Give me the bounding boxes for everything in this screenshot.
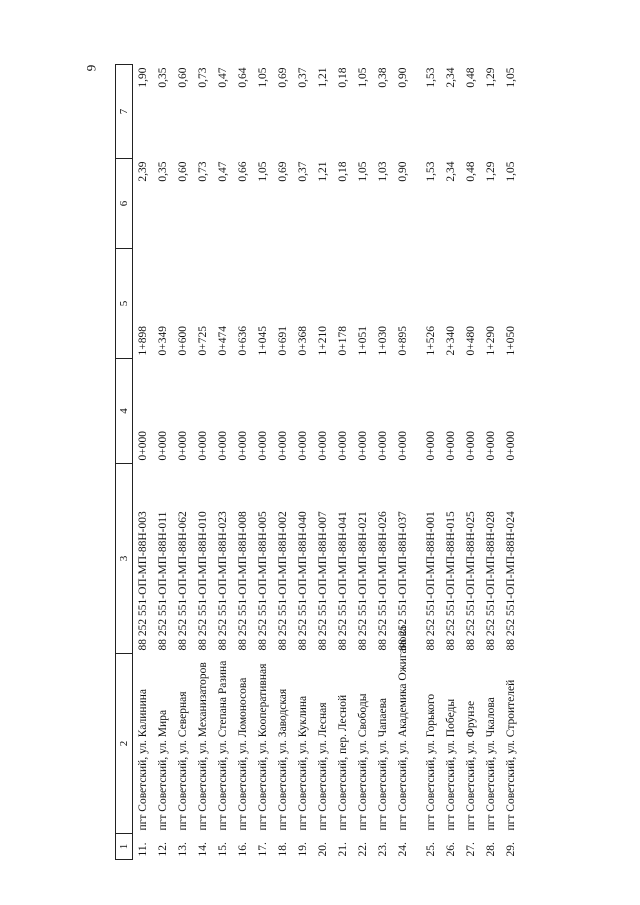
table-header-row [116,65,133,860]
length-value-2: 1,05 [505,67,517,88]
street-name: пгт Советский, ул. Мира [157,709,169,831]
row-number: 14. [197,842,209,857]
row-number: 17. [257,842,269,857]
street-name: пгт Советский, пер. Лесной [337,694,349,831]
end-km: 0+600 [177,326,189,356]
table-row [193,65,213,860]
start-km: 0+000 [317,431,329,461]
table-row [173,65,193,860]
length-value-2: 1,05 [257,67,269,88]
table-row [393,65,413,860]
header-col-3: 3 [116,464,133,654]
length-value: 0,47 [217,161,229,182]
length-value: 2,39 [137,161,149,182]
start-km: 0+000 [157,431,169,461]
length-value-2: 2,34 [445,67,457,88]
road-id: 88 252 551-ОП-МП-88Н-015 [445,511,457,651]
row-number: 26. [445,842,457,857]
length-value: 0,48 [465,161,477,182]
road-id: 88 252 551-ОП-МП-88Н-026 [377,511,389,651]
start-km: 0+000 [505,431,517,461]
street-name: пгт Советский, ул. Куклина [297,695,309,831]
table-row [233,65,253,860]
end-km: 0+368 [297,326,309,356]
table-row [481,65,501,860]
end-km: 1+290 [485,326,497,356]
table-row [333,65,353,860]
length-value: 0,73 [197,161,209,182]
table-row [461,65,481,860]
length-value-2: 0,48 [465,67,477,88]
length-value-2: 0,73 [197,67,209,88]
length-value: 1,53 [425,161,437,182]
table-row [213,65,233,860]
start-km: 0+000 [277,431,289,461]
end-km: 1+051 [357,326,369,356]
table-row [373,65,393,860]
length-value: 1,29 [485,161,497,182]
street-name: пгт Советский, ул. Ломоносова [237,677,249,831]
start-km: 0+000 [237,431,249,461]
length-value-2: 0,60 [177,67,189,88]
header-col-7: 7 [116,65,133,159]
street-name: пгт Советский, ул. Горького [425,693,437,831]
end-km: 1+045 [257,326,269,356]
length-value-2: 1,29 [485,67,497,88]
table-row [353,65,373,860]
page-number: 9 [83,64,99,72]
header-col-4: 4 [116,359,133,464]
road-id: 88 252 551-ОП-МП-88Н-023 [217,511,229,651]
road-id: 88 252 551-ОП-МП-88Н-007 [317,511,329,651]
length-value: 0,66 [237,161,249,182]
start-km: 0+000 [425,431,437,461]
length-value: 0,90 [397,161,409,182]
row-number: 20. [317,842,329,857]
length-value-2: 0,35 [157,67,169,88]
end-km: 2+340 [445,326,457,356]
header-col-1: 1 [116,834,133,860]
table-row [441,65,461,860]
start-km: 0+000 [377,431,389,461]
row-number: 19. [297,842,309,857]
start-km: 0+000 [217,431,229,461]
road-id: 88 252 551-ОП-МП-88Н-008 [237,511,249,651]
end-km: 0+480 [465,326,477,356]
end-km: 0+895 [397,326,409,356]
end-km: 1+898 [137,326,149,356]
table-row [293,65,313,860]
table-row [253,65,273,860]
end-km: 0+691 [277,326,289,356]
length-value-2: 0,69 [277,67,289,88]
street-name: пгт Советский, ул. Фрунзе [465,700,477,831]
street-name: пгт Советский, ул. Заводская [277,688,289,831]
row-number: 25. [425,842,437,857]
length-value-2: 1,90 [137,67,149,88]
length-value: 1,03 [377,161,389,182]
road-id: 88 252 551-ОП-МП-88Н-010 [197,511,209,651]
length-value-2: 0,90 [397,67,409,88]
row-number: 21. [337,842,349,857]
road-id: 88 252 551-ОП-МП-88Н-024 [505,511,517,651]
row-number: 22. [357,842,369,857]
street-name: пгт Советский, ул. Академика Ожиганова [397,626,409,831]
road-id: 88 252 551-ОП-МП-88Н-062 [177,511,189,651]
roads-table [115,64,521,860]
header-col-5: 5 [116,249,133,359]
rotated-table-sheet [115,65,605,860]
row-number: 29. [505,842,517,857]
length-value: 1,05 [357,161,369,182]
table-row [273,65,293,860]
street-name: пгт Советский, ул. Чкалова [485,697,497,831]
start-km: 0+000 [257,431,269,461]
road-id: 88 252 551-ОП-МП-88Н-001 [425,511,437,651]
end-km: 1+030 [377,326,389,356]
length-value: 1,21 [317,161,329,182]
road-id: 88 252 551-ОП-МП-88Н-005 [257,511,269,651]
table-row [413,65,441,860]
street-name: пгт Советский, ул. Строителей [505,679,517,831]
start-km: 0+000 [465,431,477,461]
end-km: 1+526 [425,326,437,356]
street-name: пгт Советский, ул. Свободы [357,693,369,831]
row-number: 28. [485,842,497,857]
start-km: 0+000 [197,431,209,461]
road-id: 88 252 551-ОП-МП-88Н-025 [465,511,477,651]
road-id: 88 252 551-ОП-МП-88Н-041 [337,511,349,651]
length-value-2: 0,38 [377,67,389,88]
end-km: 0+349 [157,326,169,356]
start-km: 0+000 [137,431,149,461]
start-km: 0+000 [177,431,189,461]
length-value-2: 0,47 [217,67,229,88]
length-value: 0,35 [157,161,169,182]
header-col-6: 6 [116,159,133,249]
length-value: 1,05 [505,161,517,182]
start-km: 0+000 [485,431,497,461]
length-value: 0,37 [297,161,309,182]
row-number: 18. [277,842,289,857]
start-km: 0+000 [397,431,409,461]
street-name: пгт Советский, ул. Победы [445,698,457,831]
end-km: 1+050 [505,326,517,356]
length-value-2: 0,64 [237,67,249,88]
table-row [133,65,154,860]
end-km: 0+178 [337,326,349,356]
table-row [501,65,521,860]
row-number: 24. [397,842,409,857]
length-value: 2,34 [445,161,457,182]
row-number: 23. [377,842,389,857]
length-value: 1,05 [257,161,269,182]
table-row [153,65,173,860]
row-number: 11. [137,842,149,857]
length-value-2: 0,37 [297,67,309,88]
street-name: пгт Советский, ул. Северная [177,691,189,831]
table-row [313,65,333,860]
length-value-2: 1,05 [357,67,369,88]
end-km: 1+210 [317,326,329,356]
street-name: пгт Советский, ул. Лесная [317,702,329,831]
row-number: 16. [237,842,249,857]
end-km: 0+725 [197,326,209,356]
length-value-2: 0,18 [337,67,349,88]
start-km: 0+000 [357,431,369,461]
length-value: 0,18 [337,161,349,182]
length-value-2: 1,53 [425,67,437,88]
road-id: 88 252 551-ОП-МП-88Н-028 [485,511,497,651]
end-km: 0+474 [217,326,229,356]
length-value-2: 1,21 [317,67,329,88]
end-km: 0+636 [237,326,249,356]
length-value: 0,60 [177,161,189,182]
start-km: 0+000 [445,431,457,461]
row-number: 13. [177,842,189,857]
start-km: 0+000 [337,431,349,461]
start-km: 0+000 [297,431,309,461]
row-number: 12. [157,842,169,857]
row-number: 27. [465,842,477,857]
row-number: 15. [217,842,229,857]
street-name: пгт Советский, ул. Кооперативная [257,663,269,831]
road-id: 88 252 551-ОП-МП-88Н-021 [357,511,369,651]
header-col-2: 2 [116,654,133,834]
road-id: 88 252 551-ОП-МП-88Н-040 [297,511,309,651]
length-value: 0,69 [277,161,289,182]
road-id: 88 252 551-ОП-МП-88Н-037 [397,511,409,651]
road-id: 88 252 551-ОП-МП-88Н-003 [137,511,149,651]
street-name: пгт Советский, ул. Механизаторов [197,662,209,831]
street-name: пгт Советский, ул. Калинина [137,689,149,831]
street-name: пгт Советский, ул. Чапаева [377,698,389,831]
road-id: 88 252 551-ОП-МП-88Н-011 [157,511,169,651]
road-id: 88 252 551-ОП-МП-88Н-002 [277,511,289,651]
street-name: пгт Советский, ул. Степана Разина [217,660,229,831]
